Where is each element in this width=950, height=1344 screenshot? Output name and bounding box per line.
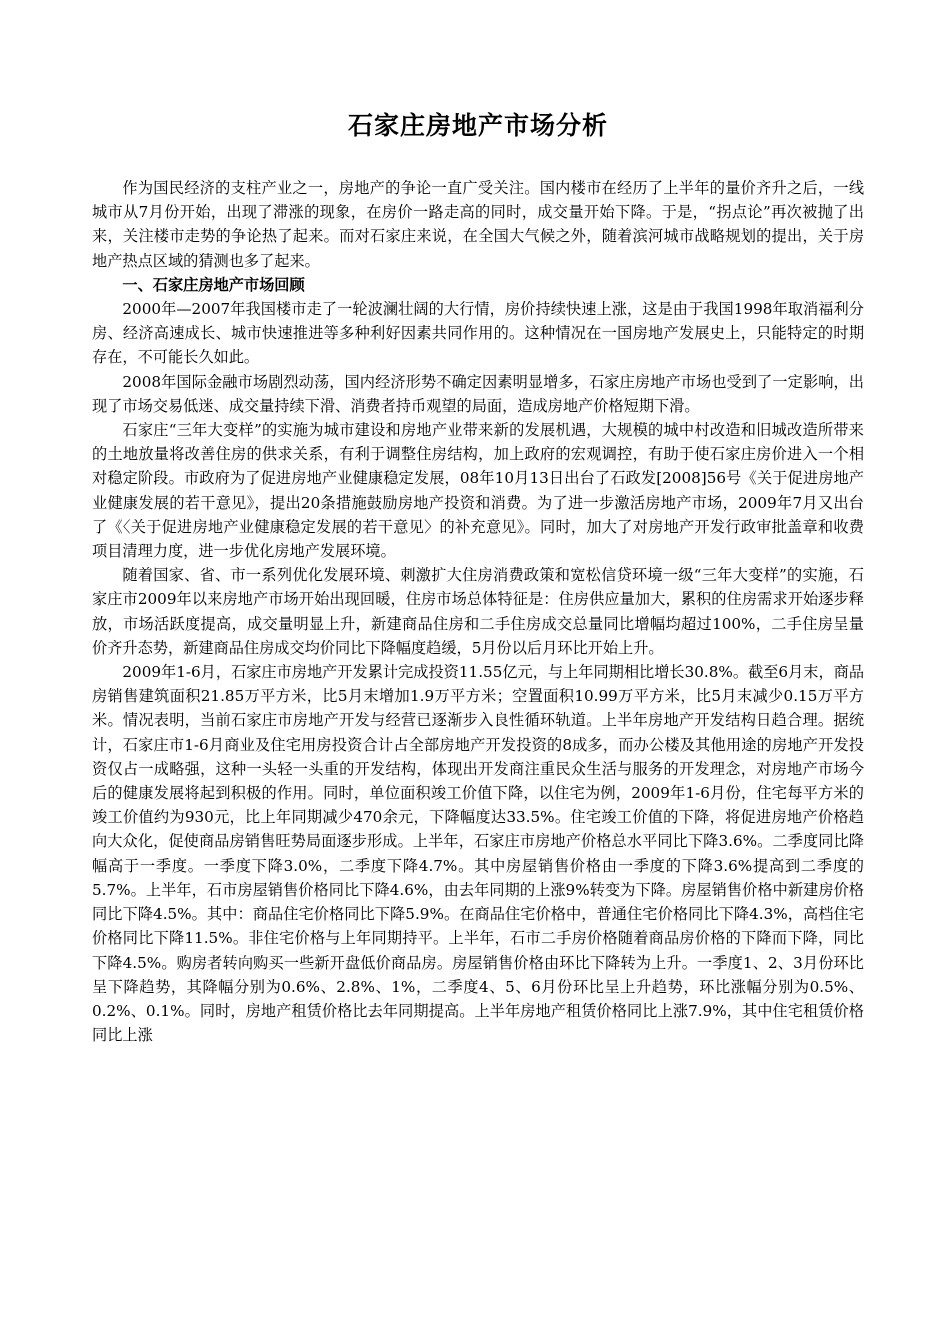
document-title: 石家庄房地产市场分析 [347, 111, 608, 140]
section-heading: 一、石家庄房地产市场回顾 [122, 275, 305, 294]
body-paragraph: 2000年—2007年我国楼市走了一轮波澜壮阔的大行情，房价持续快速上涨，这是由于我国1998年取消福利分房、经济高速成长、城市快速推进等多种利好因素共同作用的。这种情况在一国房地产发展史上，只能特定的时期存在，不可能长久如此。 [92, 300, 864, 367]
body-paragraph: 石家庄“三年大变样”的实施为城市建设和房地产业带来新的发展机遇，大规模的城中村改造和旧城改造所带来的土地放量将改善住房的供求关系，有利于调整住房结构，加上政府的宏观调控，有助于使石家庄房价进入一个相对稳定阶段。市政府为了促进房地产业健康稳定发展，08年10月13日出台了石政发[2008]56号《关于促进房地产业健康发展的若干意见》，提出20条措施鼓励房地产投资和消费。为了进一步激活房地产市场，2009年7月又出台了《〈关于促进房地产业健康稳定发展的若干意见〉的补充意见》。同时，加大了对房地产开发行政审批盖章和收费项目清理力度，进一步优化房地产发展环境。 [92, 421, 864, 561]
body-paragraph: 2008年国际金融市场剧烈动荡，国内经济形势不确定因素明显增多，石家庄房地产市场也受到了一定影响，出现了市场交易低迷、成交量持续下滑、消费者持币观望的局面，造成房地产价格短期下滑。 [92, 372, 864, 415]
body-paragraph: 随着国家、省、市一系列优化发展环境、刺激扩大住房消费政策和宽松信贷环境一级“三年大变样”的实施，石家庄市2009年以来房地产市场开始出现回暖，住房市场总体特征是：住房供应量加大，累积的住房需求开始逐步释放，市场活跃度提高，成交量明显上升，新建商品住房和二手住房成交总量同比增幅均超过100%，二手住房呈量价齐升态势，新建商品住房成交均价同比下降幅度趋缓，5月份以后月环比开始上升。 [92, 566, 864, 657]
body-paragraph: 2009年1-6月，石家庄市房地产开发累计完成投资11.55亿元，与上年同期相比增长30.8%。截至6月末，商品房销售建筑面积21.85万平方米，比5月末增加1.9万平方米；空置面积10.99万平方米，比5月末减少0.15万平方米。情况表明，当前石家庄市房地产开发与经营已逐渐步入良性循环轨道。上半年房地产开发结构日趋合理。据统计，石家庄市1-6月商业及住宅用房投资合计占全部房地产开发投资的8成多，而办公楼及其他用途的房地产开发投资仅占一成略强，这种一头轻一头重的开发结构，体现出开发商注重民众生活与服务的开发理念，对房地产市场今后的健康发展将起到积极的作用。同时，单位面积竣工价值下降，以住宅为例，2009年1-6月份，住宅每平方米的竣工价值约为930元，比上年同期减少470余元，下降幅度达33.5%。住宅竣工价值的下降，将促进房地产价格趋向大众化，促使商品房销售旺势局面逐步形成。上半年，石家庄市房地产价格总水平同比下降3.6%。二季度同比降幅高于一季度。一季度下降3.0%，二季度下降4.7%。其中房屋销售价格由一季度的下降3.6%提高到二季度的5.7%。上半年，石市房屋销售价格同比下降4.6%，由去年同期的上涨9%转变为下降。房屋销售价格中新建房价格同比下降4.5%。其中：商品住宅价格同比下降5.9%。在商品住宅价格中，普通住宅价格同比下降4.3%，高档住宅价格同比下降11.5%。非住宅价格与上年同期持平。上半年，石市二手房价格随着商品房价格的下降而下降，同比下降4.5%。购房者转向购买一些新开盘低价商品房。房屋销售价格由环比下降转为上升。一季度1、2、3月份环比呈下降趋势，其降幅分别为0.6%、2.8%、1%，二季度4、5、6月份环比呈上升趋势，环比涨幅分别为0.5%、0.2%、0.1%。同时，房地产租赁价格比去年同期提高。上半年房地产租赁价格同比上涨7.9%，其中住宅租赁价格同比上涨 [92, 663, 865, 1045]
document-body [92, 176, 864, 1047]
intro-paragraph: 作为国民经济的支柱产业之一，房地产的争论一直广受关注。国内楼市在经历了上半年的量价齐升之后，一线城市从7月份开始，出现了滞涨的现象，在房价一路走高的同时，成交量开始下降。于是，“拐点论”再次被抛了出来，关注楼市走势的争论热了起来。而对石家庄来说，在全国大气候之外，随着滨河城市战略规划的提出，关于房地产热点区域的猜测也多了起来。 [92, 179, 864, 270]
